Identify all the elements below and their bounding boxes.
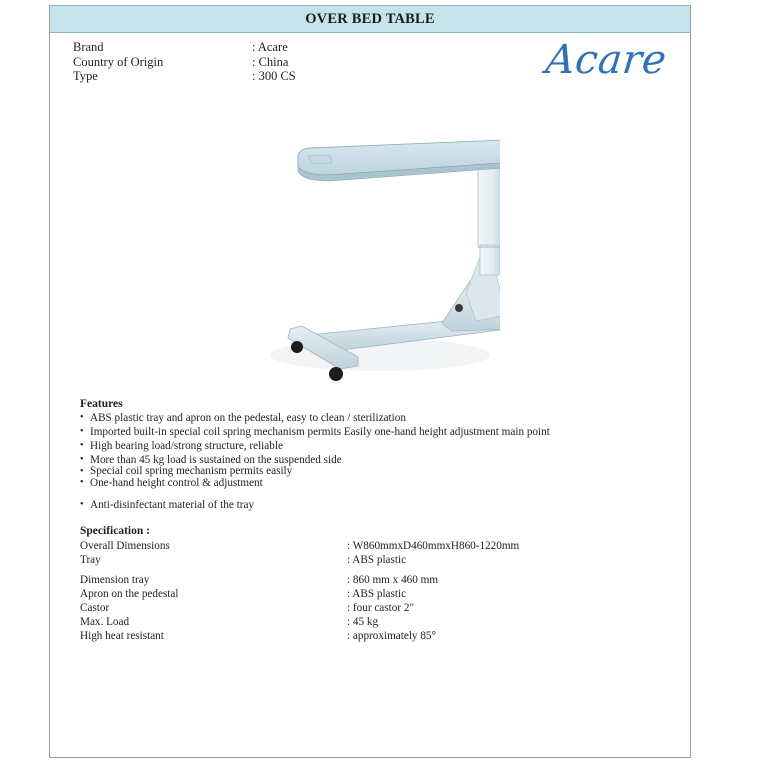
spec-row <box>80 587 519 601</box>
features-list <box>80 411 550 512</box>
features-heading: Features <box>80 398 123 410</box>
spec-sheet <box>49 5 691 758</box>
spec-label: Apron on the pedestal <box>80 588 179 600</box>
spec-value: : ABS plastic <box>347 554 407 566</box>
feature-item: • Special coil spring mechanism permits easily <box>80 467 550 476</box>
spec-label: Max. Load <box>80 616 130 628</box>
over-bed-table-image <box>230 133 500 393</box>
spec-label: Tray <box>80 554 101 566</box>
page-title: OVER BED TABLE <box>305 11 435 27</box>
spec-label: Castor <box>80 602 110 614</box>
info-label: Brand <box>73 40 104 54</box>
column-lower <box>480 245 500 275</box>
tray-recess <box>308 155 332 164</box>
column-upper <box>478 167 500 247</box>
product-info <box>73 40 296 84</box>
spec-label: Overall Dimensions <box>80 540 170 552</box>
spec-value: : W860mmxD460mmxH860-1220mm <box>347 540 520 552</box>
specification-heading: Specification : <box>80 525 150 537</box>
spec-row <box>80 539 519 553</box>
info-row-brand <box>73 40 296 55</box>
caster-left-back <box>291 341 303 353</box>
feature-item: • ABS plastic tray and apron on the pedestal, easy to clean / sterilization <box>80 411 550 425</box>
spec-label: High heat resistant <box>80 630 164 642</box>
spec-value: : 860 mm x 460 mm <box>347 574 439 586</box>
brand-logo: Acare <box>543 37 669 83</box>
feature-item: • Imported built-in special coil spring mechanism permits Easily one-hand height adjustment main point <box>80 425 550 439</box>
features-section <box>80 398 550 512</box>
info-label: Type <box>73 69 98 83</box>
info-value: : 300 CS <box>252 69 296 83</box>
info-value: : Acare <box>252 40 288 54</box>
feature-item: • More than 45 kg load is sustained on the suspended side <box>80 453 550 467</box>
specification-section <box>80 525 519 643</box>
info-label: Country of Origin <box>73 54 164 69</box>
spec-value: : 45 kg <box>347 616 379 628</box>
spec-value: : ABS plastic <box>347 588 407 600</box>
spec-row <box>80 553 519 567</box>
info-value: : China <box>252 54 289 69</box>
feature-item: • One-hand height control & adjustment <box>80 476 550 490</box>
spec-row <box>80 573 519 587</box>
info-row-country <box>73 55 296 70</box>
spec-row <box>80 615 519 629</box>
spec-value: : approximately 85° <box>347 630 436 642</box>
spec-row <box>80 601 519 615</box>
spec-value: : four castor 2" <box>347 602 415 614</box>
feature-item: • High bearing load/strong structure, reliable <box>80 439 550 453</box>
info-row-type <box>73 69 296 84</box>
caster-right-inner <box>455 304 463 312</box>
spec-label: Dimension tray <box>80 574 150 586</box>
caster-left-front <box>329 367 343 381</box>
title-bar <box>50 5 690 33</box>
spec-row <box>80 629 519 643</box>
feature-item: • Anti-disinfectant material of the tray <box>80 498 550 512</box>
